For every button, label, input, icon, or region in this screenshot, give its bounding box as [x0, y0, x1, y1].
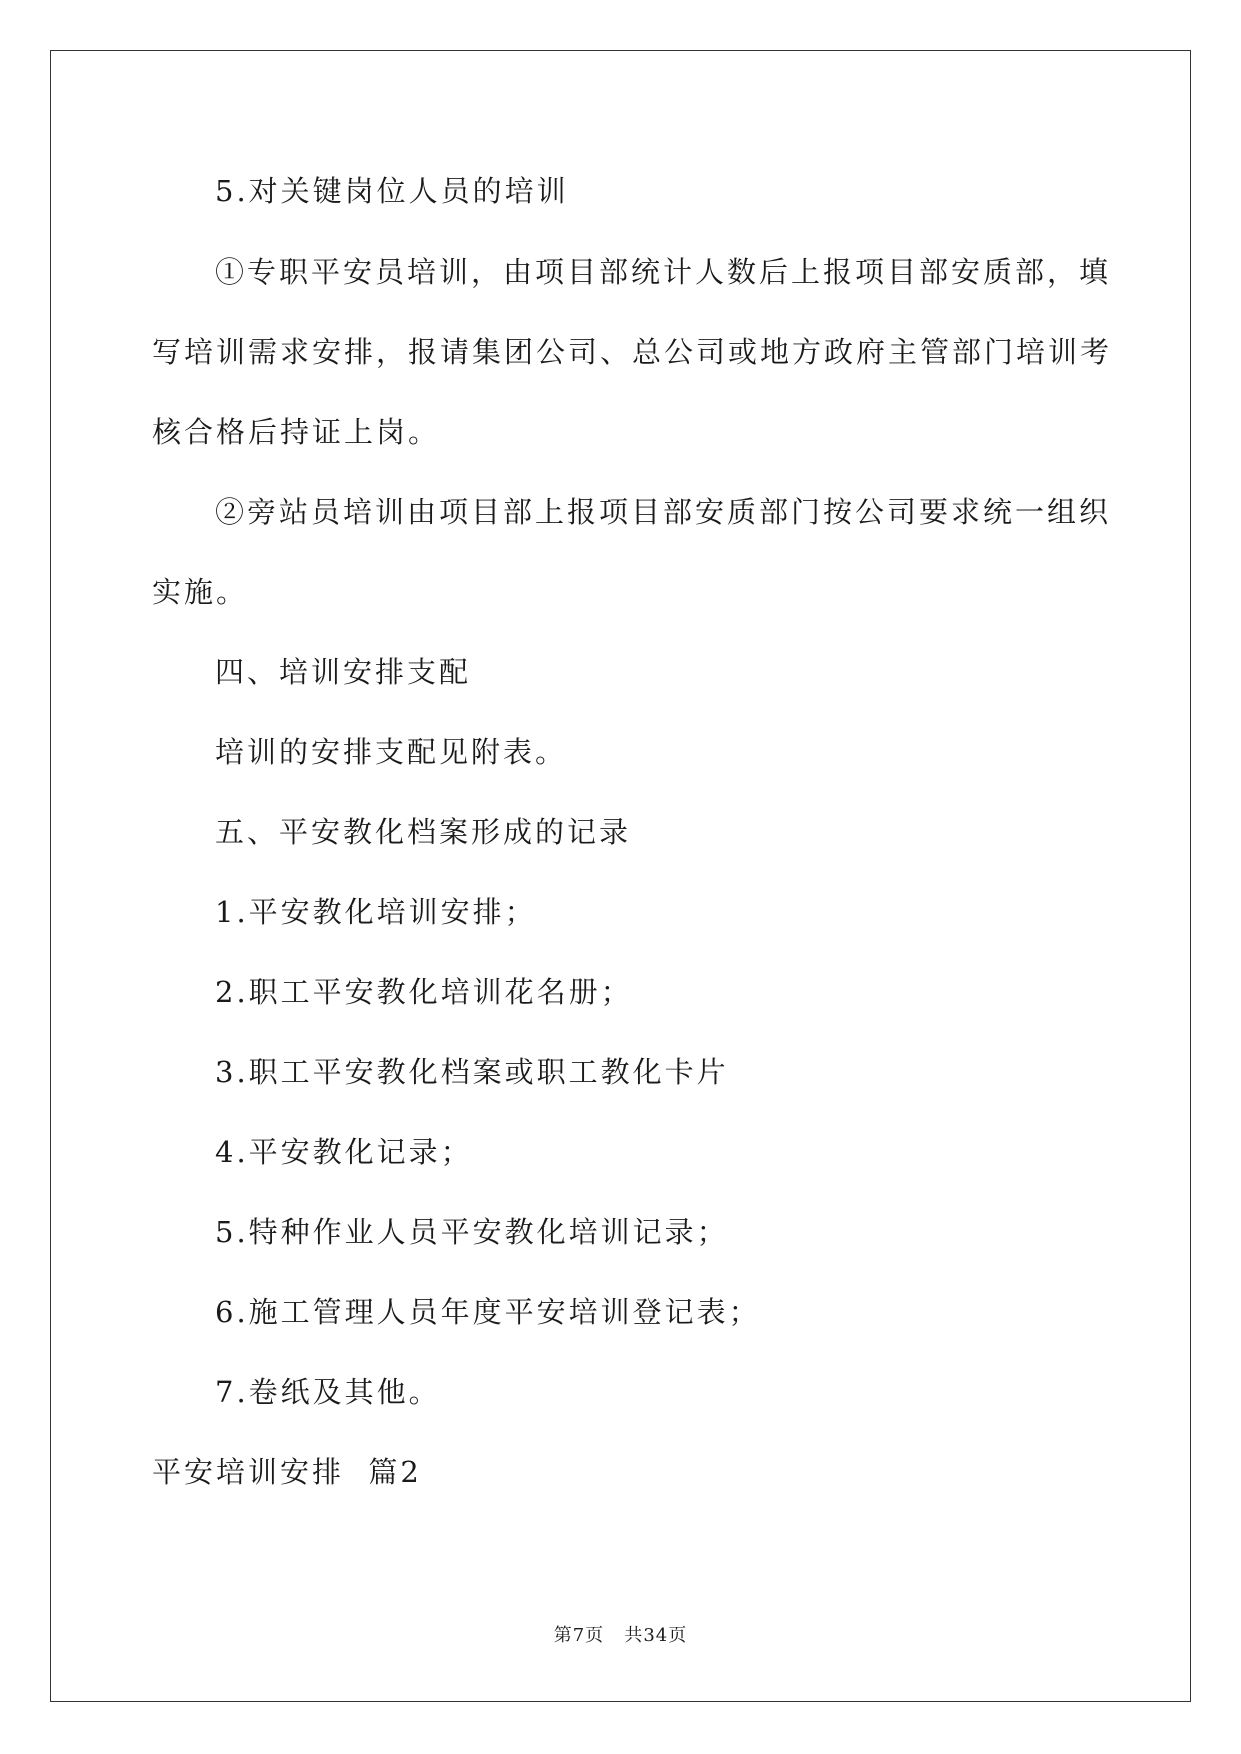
paragraph-line: ②旁站员培训由项目部上报项目部安质部门按公司要求统一组织 — [215, 495, 1112, 529]
list-item: 3.职工平安教化档案或职工教化卡片 — [215, 1055, 729, 1089]
list-item: 7.卷纸及其他。 — [215, 1375, 441, 1409]
paragraph-line: 培训的安排支配见附表。 — [215, 735, 568, 769]
next-section-title: 平安培训安排 篇2 — [152, 1455, 422, 1489]
paragraph-line: 写培训需求安排，报请集团公司、总公司或地方政府主管部门培训考 — [152, 335, 1113, 369]
list-item: 2.职工平安教化培训花名册； — [215, 975, 633, 1009]
paragraph-line: 核合格后持证上岗。 — [152, 415, 441, 449]
list-item: 5.特种作业人员平安教化培训记录； — [215, 1215, 729, 1249]
paragraph-line: 实施。 — [152, 575, 249, 609]
paragraph-line: ①专职平安员培训，由项目部统计人数后上报项目部安质部，填 — [215, 255, 1112, 289]
list-item: 1.平安教化培训安排； — [215, 895, 537, 929]
list-item: 4.平安教化记录； — [215, 1135, 473, 1169]
list-item: 6.施工管理人员年度平安培训登记表； — [215, 1295, 761, 1329]
page-number: 第7页 共34页 — [553, 1625, 688, 1646]
section-heading: 5.对关键岗位人员的培训 — [215, 174, 569, 208]
section-heading: 五、平安教化档案形成的记录 — [215, 815, 632, 849]
section-heading: 四、培训安排支配 — [215, 655, 472, 689]
